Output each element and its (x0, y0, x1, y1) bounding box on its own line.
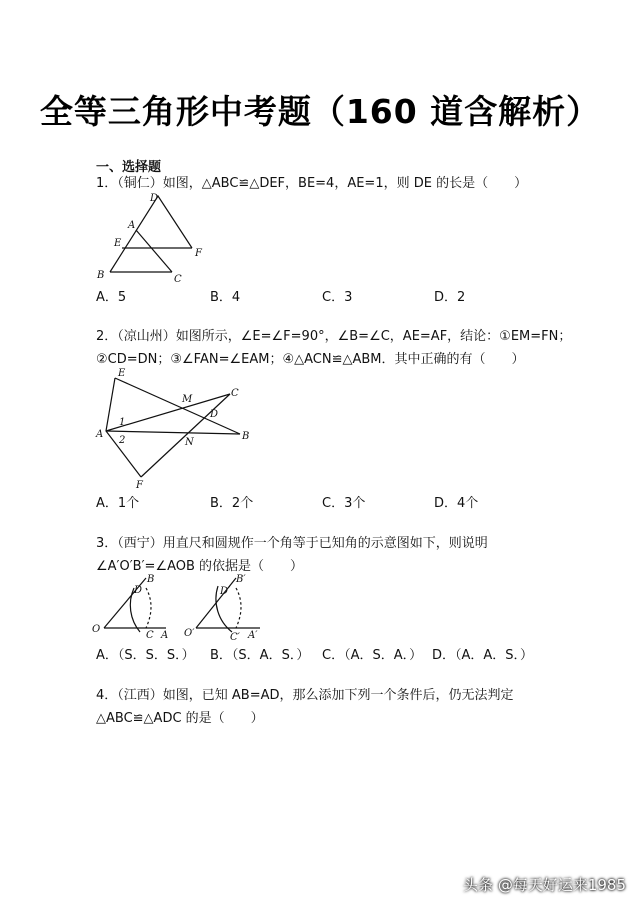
question-3-option-a: A．（S．S．S．） (96, 648, 195, 663)
document-title: 全等三角形中考题（160 道含解析） (39, 92, 601, 131)
question-2-figure (92, 364, 262, 489)
question-1-figure (92, 190, 222, 285)
figure-label: C (174, 274, 182, 285)
figure-label: A (96, 429, 104, 440)
figure-label: C′ (230, 632, 240, 643)
figure-label: D (150, 193, 159, 204)
question-3-figure (90, 572, 280, 644)
question-3-text-line-2: ∠A′O′B′=∠AOB 的依据是（ ） (96, 559, 304, 574)
question-2-option-b: B．2个 (210, 496, 254, 511)
question-1-option-d: D．2 (434, 290, 466, 305)
figure-label: O′ (184, 628, 195, 639)
figure-label: B (97, 270, 105, 281)
question-2-text-line-2: ②CD=DN；③∠FAN=∠EAM；④△ACN≌△ABM．其中正确的有（ ） (96, 352, 525, 367)
figure-label: F (195, 248, 202, 259)
figure-label: A′ (248, 630, 258, 641)
question-1-option-a: A．5 (96, 290, 127, 305)
question-3-option-b: B．（S．A．S．） (210, 648, 310, 663)
question-1-option-c: C．3 (322, 290, 353, 305)
figure-label: B (242, 431, 250, 442)
question-2-option-a: A．1个 (96, 496, 140, 511)
figure-label: B (147, 574, 155, 585)
figure-label: E (114, 238, 122, 249)
figure-label: F (136, 480, 143, 489)
section-heading: 一、选择题 (96, 160, 162, 175)
question-2-text-line-1: 2．（凉山州）如图所示，∠E=∠F=90°，∠B=∠C，AE=AF，结论：①EM=FN； (96, 329, 572, 344)
question-2-option-c: C．3个 (322, 496, 366, 511)
figure-label: M (182, 394, 193, 405)
figure-label: A (128, 220, 136, 231)
figure-label: 2 (119, 435, 126, 446)
question-1-text: 1．（铜仁）如图，△ABC≌△DEF，BE=4，AE=1，则 DE 的长是（ ） (96, 176, 528, 191)
question-1-option-b: B．4 (210, 290, 241, 305)
question-2-option-d: D．4个 (434, 496, 479, 511)
watermark: 头条 @每天好运来1985 (463, 876, 626, 894)
question-4-text-line-1: 4．（江西）如图，已知 AB=AD，那么添加下列一个条件后，仍无法判定 (96, 688, 514, 703)
question-3-option-d: D．（A．A．S．） (432, 648, 534, 663)
question-4-text-line-2: △ABC≌△ADC 的是（ ） (96, 711, 264, 726)
figure-label: C (146, 630, 154, 641)
figure-label: N (185, 437, 194, 448)
figure-label: B′ (236, 574, 246, 585)
figure-label: A (161, 630, 169, 641)
question-3-option-c: C．（A．S．A．） (322, 648, 423, 663)
figure-label: D (210, 409, 219, 420)
figure-label: D (134, 585, 143, 596)
figure-label: D′ (220, 586, 231, 597)
figure-label: C (231, 388, 239, 399)
figure-label: 1 (119, 417, 126, 428)
figure-label: O (92, 624, 101, 635)
figure-label: E (118, 368, 126, 379)
question-3-text-line-1: 3．（西宁）用直尺和圆规作一个角等于已知角的示意图如下，则说明 (96, 536, 488, 551)
